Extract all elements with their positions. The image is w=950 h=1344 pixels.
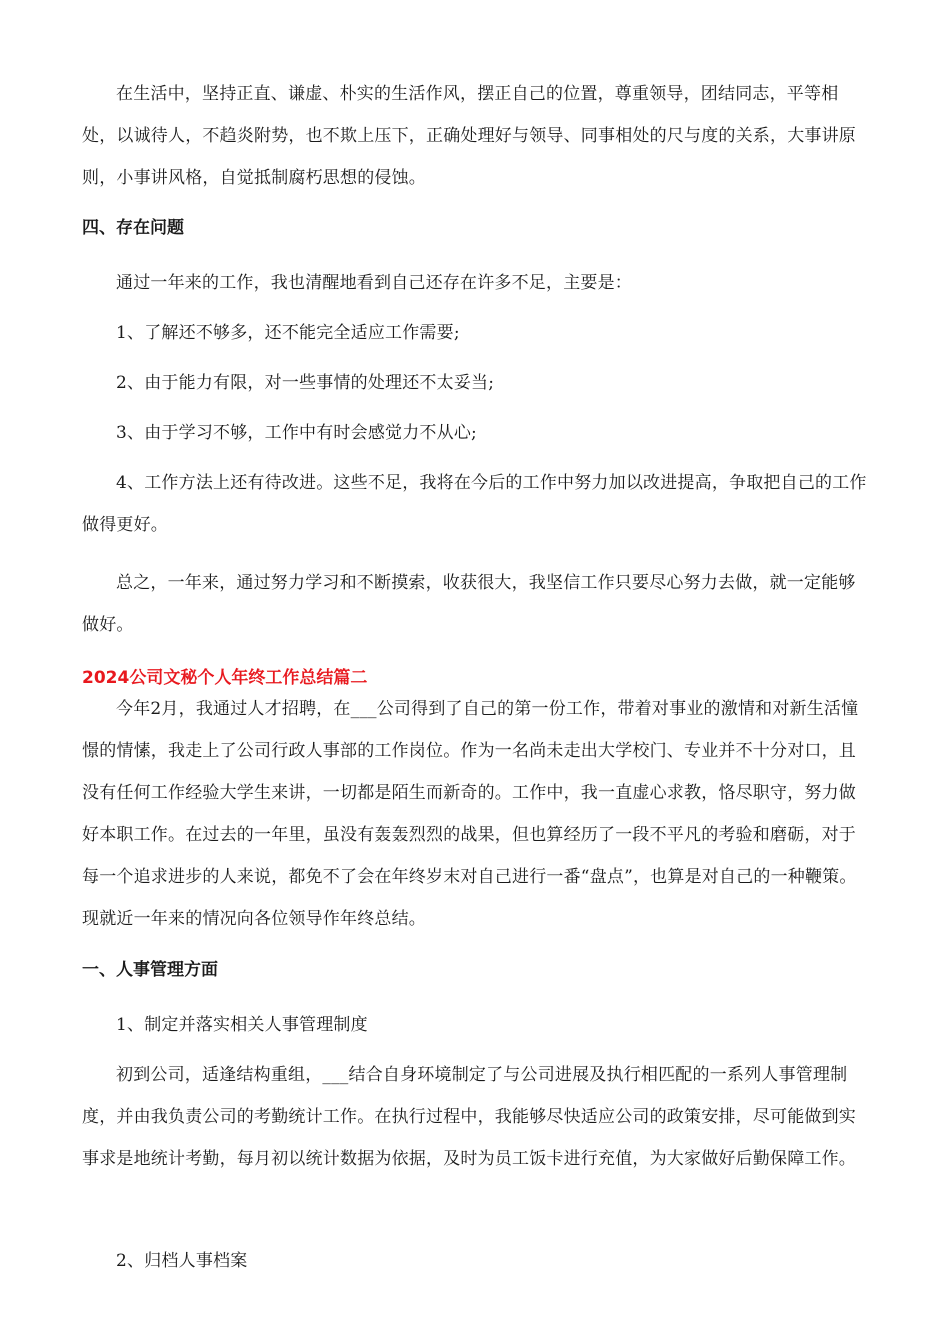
list-item-problem-4: 4、工作方法上还有待改进。这些不足，我将在今后的工作中努力加以改进提高，争取把自己的工作做得更好。 bbox=[82, 473, 867, 535]
heading-hr-management: 一、人事管理方面 bbox=[82, 960, 218, 980]
paragraph-conclusion: 总之，一年来，通过努力学习和不断摸索，收获很大，我坚信工作只要尽心努力去做，就一定能够做好。 bbox=[82, 573, 856, 635]
paragraph-hr-rules: 初到公司，适逢结构重组，___结合自身环境制定了与公司进展及执行相匹配的一系列人事管理制度，并由我负责公司的考勤统计工作。在执行过程中，我能够尽快适应公司的政策安排，尽可能做到实事求是地统计考勤，每月初以统计数据为依据，及时为员工饭卡进行充值，为大家做好后勤保障工作。 bbox=[82, 1065, 856, 1169]
list-item-problem-1: 1、了解还不够多，还不能完全适应工作需要; bbox=[116, 323, 460, 343]
list-item-problem-2: 2、由于能力有限，对一些事情的处理还不太妥当; bbox=[116, 373, 495, 393]
heading-existing-problems: 四、存在问题 bbox=[82, 218, 184, 238]
subheading-hr-archives: 2、归档人事档案 bbox=[116, 1251, 248, 1271]
paragraph-life-attitude: 在生活中，坚持正直、谦虚、朴实的生活作风，摆正自己的位置，尊重领导，团结同志，平等相处，以诚待人，不趋炎附势，也不欺上压下，正确处理好与领导、同事相处的尺与度的关系，大事讲原则，小事讲风格，自觉抵制腐朽思想的侵蚀。 bbox=[82, 84, 856, 188]
subheading-hr-rules: 1、制定并落实相关人事管理制度 bbox=[116, 1015, 368, 1035]
paragraph-part-two-intro: 今年2月，我通过人才招聘，在___公司得到了自己的第一份工作，带着对事业的激情和对新生活憧憬的情愫，我走上了公司行政人事部的工作岗位。作为一名尚未走出大学校门、专业并不十分对口，且没有任何工作经验大学生来讲，一切都是陌生而新奇的。工作中，我一直虚心求教，恪尽职守，努力做好本职工作。在过去的一年里，虽没有轰轰烈烈的战果，但也算经历了一段不平凡的考验和磨砺，对于每一个追求进步的人来说，都免不了会在年终岁末对自己进行一番“盘点”，也算是对自己的一种鞭策。现就近一年来的情况向各位领导作年终总结。 bbox=[82, 699, 859, 929]
list-item-problem-3: 3、由于学习不够，工作中有时会感觉力不从心; bbox=[116, 423, 477, 443]
section-title-part-two: 2024公司文秘个人年终工作总结篇二 bbox=[82, 668, 368, 688]
paragraph-problems-intro: 通过一年来的工作，我也清醒地看到自己还存在许多不足，主要是： bbox=[116, 273, 632, 293]
